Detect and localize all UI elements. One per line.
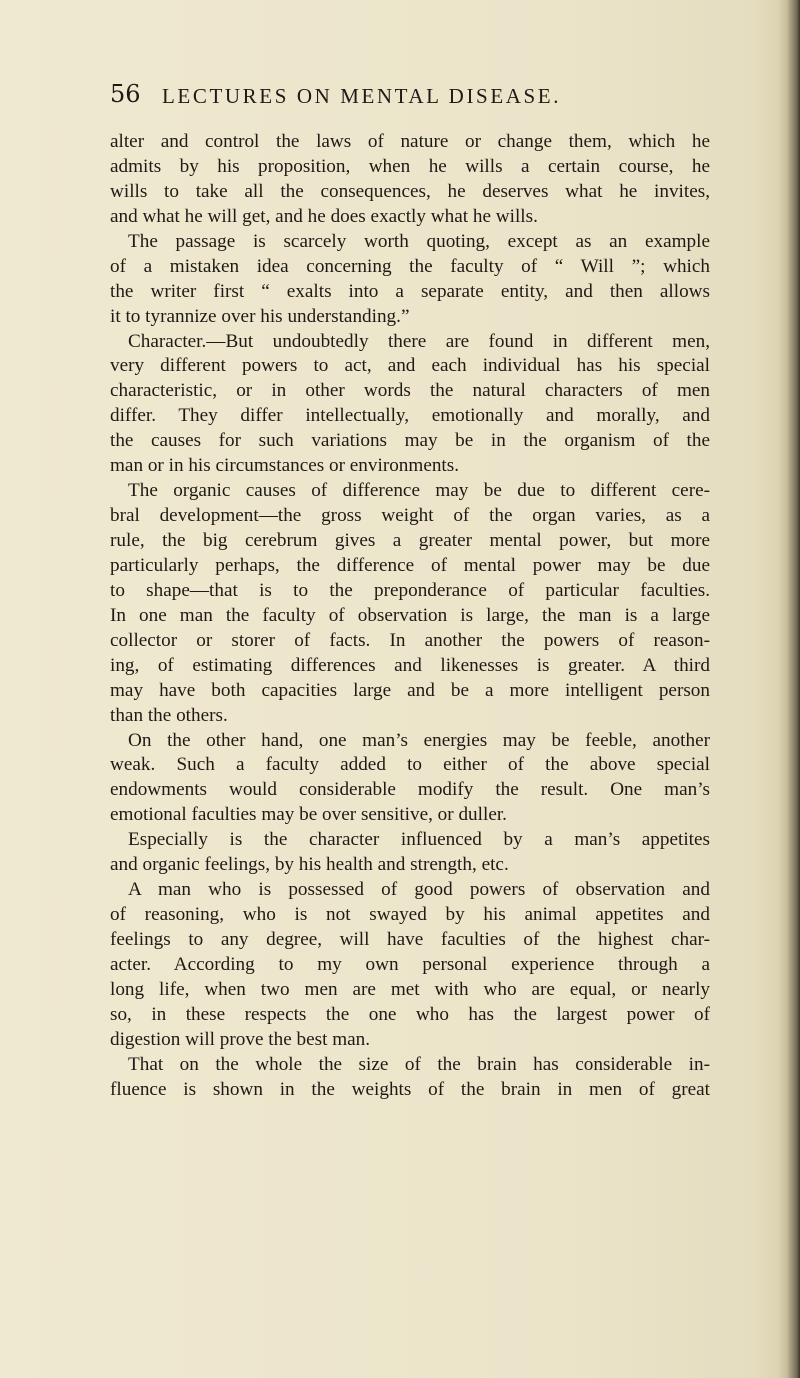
text-line: wills to take all the consequences, he deserves what he invites,: [110, 180, 710, 202]
text-line: differ. They differ intellectually, emotionally and morally, and: [110, 405, 710, 427]
text-line: long life, when two men are met with who are equal, or nearly: [110, 978, 710, 1000]
text-line: man or in his circumstances or environments.: [110, 455, 460, 477]
text-line: rule, the big cerebrum gives a greater mental power, but more: [110, 530, 710, 551]
text-line: alter and control the laws of nature or change them, which he: [110, 131, 710, 152]
text-line: may have both capacities large and be a more intelligent person: [110, 679, 710, 701]
text-line: to shape—that is to the preponderance of particular faculties.: [110, 579, 710, 601]
page-edge-shadow: [778, 0, 800, 1378]
text-line: very different powers to act, and each individual has his special: [110, 355, 710, 377]
text-line: admits by his proposition, when he wills a certain course, he: [110, 155, 710, 177]
text-line: emotional faculties may be over sensitive, or duller.: [110, 804, 507, 826]
text-line: That on the whole the size of the brain has considerable in-: [128, 1053, 710, 1075]
text-line: fluence is shown in the weights of the brain in men of great: [110, 1078, 710, 1100]
running-head: LECTURES ON MENTAL DISEASE.: [162, 84, 562, 108]
text-line: characteristic, or in other words the natural characters of men: [110, 380, 710, 402]
text-line: collector or storer of facts. In another the powers of reason-: [110, 629, 710, 651]
text-line: and what he will get, and he does exactly what he wills.: [110, 205, 538, 227]
text-line: the causes for such variations may be in the organism of the: [110, 430, 710, 452]
text-line: weak. Such a faculty added to either of the above special: [110, 754, 710, 776]
page-number: 56: [110, 80, 141, 108]
text-line: acter. According to my own personal experience through a: [110, 953, 710, 975]
text-line: so, in these respects the one who has the largest power of: [110, 1003, 710, 1025]
text-line: bral development—the gross weight of the organ varies, as a: [110, 505, 710, 527]
page-header: [110, 80, 710, 116]
text-line: particularly perhaps, the difference of mental power may be due: [110, 554, 710, 576]
text-line: feelings to any degree, will have faculties of the highest char-: [110, 929, 710, 950]
text-line: and organic feelings, by his health and strength, etc.: [110, 854, 509, 876]
body-text: [110, 130, 710, 1103]
text-line: Character.—But undoubtedly there are found in different men,: [128, 330, 710, 352]
text-line: of reasoning, who is not swayed by his animal appetites and: [110, 904, 710, 926]
text-line: The passage is scarcely worth quoting, except as an example: [128, 230, 710, 252]
text-line: endowments would considerable modify the result. One man’s: [110, 779, 710, 801]
text-line: of a mistaken idea concerning the faculty of “ Will ”; which: [110, 255, 710, 277]
text-line: The organic causes of difference may be due to different cere-: [128, 480, 710, 502]
text-line: ing, of estimating differences and likenesses is greater. A third: [110, 654, 710, 676]
text-line: A man who is possessed of good powers of observation and: [128, 879, 710, 901]
text-line: digestion will prove the best man.: [110, 1028, 371, 1050]
text-line: than the others.: [110, 704, 228, 726]
text-line: In one man the faculty of observation is large, the man is a large: [110, 604, 710, 626]
text-line: On the other hand, one man’s energies may be feeble, another: [128, 729, 710, 751]
text-line: Especially is the character influenced by a man’s appetites: [128, 829, 710, 851]
text-line: the writer first “ exalts into a separate entity, and then allows: [110, 280, 710, 302]
text-line: it to tyrannize over his understanding.”: [110, 305, 410, 327]
